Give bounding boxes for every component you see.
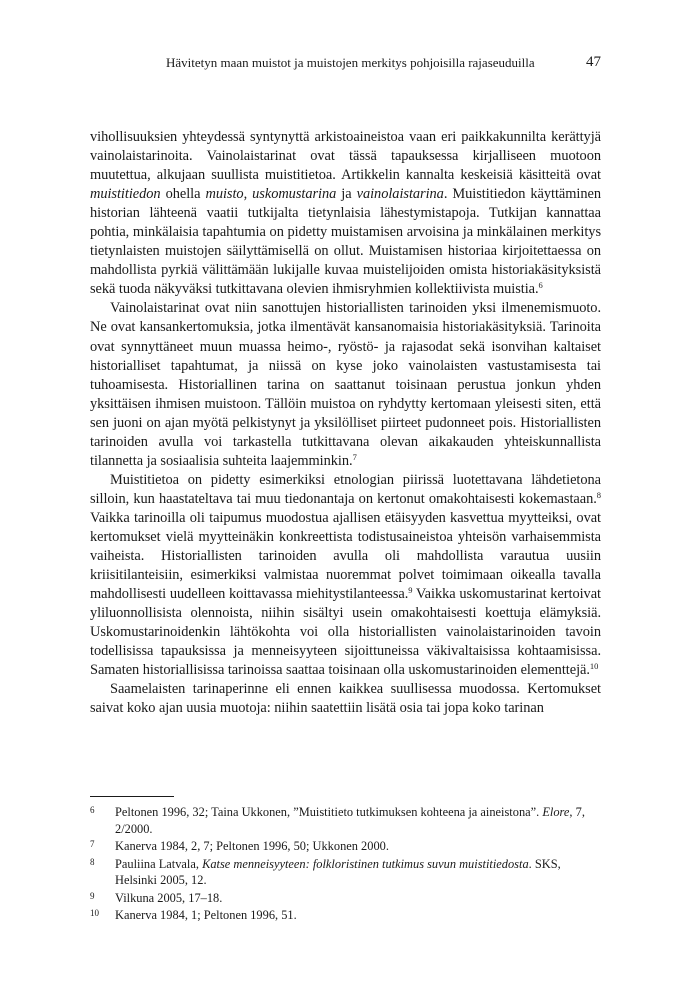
footnote-9	[90, 890, 601, 907]
footnote-text: Peltonen 1996, 32; Taina Ukkonen, ”Muistitieto tutkimuksen kohteena ja aineistona”.	[115, 805, 543, 819]
footnote-number: 7	[90, 839, 95, 849]
footnote-number: 10	[90, 908, 99, 918]
footnote-number: 6	[90, 805, 95, 815]
paragraph-segment: vainolaistarina	[356, 186, 444, 203]
paragraph-3	[90, 471, 601, 681]
footnote-6	[90, 804, 601, 837]
paragraph-4	[90, 680, 601, 718]
footnote-text: Kanerva 1984, 1; Peltonen 1996, 51.	[115, 908, 297, 922]
paragraph-segment: vihollisuuksien yhteydessä syntynyttä arkistoaineistoa vaan eri paikkakunnilta kerättyjä vainolaistarinoita. Vainolaistarinat ovat tässä tapauksessa kirjalliseen muotoon muutettua, alkujaan suullista muistitietoa. Artikkelin kannalta keskeisiä käsitteitä ovat	[90, 129, 601, 184]
running-header	[96, 54, 601, 72]
paragraph-segment: muistitiedon	[90, 186, 161, 203]
footnote-text: . SKS, Helsinki 2005, 12.	[115, 856, 561, 887]
paragraph-segment: . Muistitiedon käyttäminen historian lähteenä vaatii tutkijalta tietynlaisia lähestymistapoja. Tutkijan kannattaa pohtia, minkälaisia tapahtumia on pidetty muistamisen arvoisina ja minkälainen merkitys tietynlaisten muistojen säilyttämisellä on ollut. Muistamisen historiaa kirjoitettaessa on mahdollista pyrkiä välittämään lukijalle kuvaa muistelijoiden omista historiakäsityksistä sekä tuoda näkyväksi tutkittavana olevien ihmisryhmien kollektiivista muistia.	[90, 186, 601, 298]
footnote-divider	[90, 796, 174, 797]
paragraph-1	[90, 128, 601, 299]
paragraph-segment: ohella	[160, 186, 206, 203]
footnote-text: , 7, 2/2000.	[115, 805, 585, 836]
paragraph-segment: Muistitietoa on pidetty esimerkiksi etnologian piirissä luotettavana lähdetietona silloin, kun haastateltava tai muu tiedonantaja on kertonut omakohtaisesti kokemastaan.	[90, 471, 601, 507]
footnote-text: Katse menneisyyteen: folkloristinen tutkimus suvun muistitiedosta	[202, 856, 529, 871]
footnote-ref[interactable]: 7	[352, 451, 357, 462]
footnote-8	[90, 856, 601, 889]
footnote-ref[interactable]: 10	[589, 661, 599, 672]
footnote-7	[90, 838, 601, 855]
paragraph-segment: ,	[243, 186, 253, 203]
paragraph-segment: ja	[336, 186, 357, 203]
paragraph-2	[90, 299, 601, 470]
footnote-text: Kanerva 1984, 2, 7; Peltonen 1996, 50; Ukkonen 2000.	[115, 839, 389, 853]
footnote-ref[interactable]: 9	[408, 585, 413, 596]
paragraph-segment: uskomustarina	[252, 186, 337, 203]
footnote-text: Vilkuna 2005, 17–18.	[115, 890, 223, 905]
running-title: Hävitetyn maan muistot ja muistojen merkitys pohjoisilla rajaseuduilla	[166, 55, 535, 70]
footnote-number: 9	[90, 890, 95, 901]
footnote-ref[interactable]: 8	[596, 489, 601, 500]
footnotes	[90, 804, 601, 925]
paragraph-segment: Vaikka uskomustarinat kertoivat yliluonnollisista olennoista, niihin sisältyi usein omakohtaisesti koettuja elämyksiä. Uskomustarinoidenkin lähtökohta voi olla historiallisten vainolaistarinoiden tavoin todellisissa tapauksissa ja menneisyyteen sijoittuneissa väkivaltaisissa kohtaamisissa. Samaten historiallisissa tarinoissa saattaa toisinaan olla uskomustarinoiden elementtejä.	[90, 586, 601, 679]
footnote-number: 8	[90, 856, 95, 867]
body-text	[90, 128, 601, 718]
paragraph-segment: Vaikka tarinoilla oli taipumus muodostua ajallisen etäisyyden kasvettua myytteiksi, ovat kertomukset vielä myytteinäkin konkreettista todistusaineistoa yhteisön varhaisemmista vaiheista. Historiallisten tarinoiden avulla oli mahdollista varautua uusiin kriisitilanteisiin, esimerkiksi valmistaa nuoremmat polvet toimimaan oikealla tavalla mahdollisesti uudelleen koittavassa miehitystilanteessa.	[90, 509, 601, 603]
footnote-10	[90, 907, 601, 924]
paragraph-segment: Saamelaisten tarinaperinne eli ennen kaikkea suullisessa muodossa. Kertomukset saivat koko ajan uusia muotoja: niihin saatettiin lisätä osia tai jopa koko tarinan	[90, 681, 601, 717]
paragraph-segment: muisto	[205, 186, 244, 203]
footnote-text: Elore	[542, 805, 570, 819]
footnote-ref[interactable]: 6	[538, 280, 543, 291]
page-number: 47	[586, 54, 601, 70]
paragraph-segment: Vainolaistarinat ovat niin sanottujen historiallisten tarinoiden yksi ilmenemismuoto. Ne ovat kansankertomuksia, jotka ilmentävät kansanomaisia historiakäsityksiä. Tarinoita ovat synnyttäneet muun muassa heimo-, ryöstö- ja rajasodat sekä isonvihan kaltaiset historialliset tapahtumat, ja niissä on kyse joko vainolaisten vastustamisesta tai tuhoamisesta. Historiallinen tarina on saattanut toisinaan perustua jonkun yhden yksittäisen ihmisen muistoon. Tällöin muistoa on ryhdytty kertomaan yleisesti siten, että sen juoni on ajan myötä pelkistynyt ja yksilölliset piirteet pudonneet pois. Historiallisten tarinoiden avulla voi tarkastella tutkittavana olevan aikakauden yhteiskunnallista tilannetta ja sosiaalisia suhteita laajemminkin.	[90, 300, 601, 469]
footnote-text: Pauliina Latvala,	[115, 856, 203, 871]
